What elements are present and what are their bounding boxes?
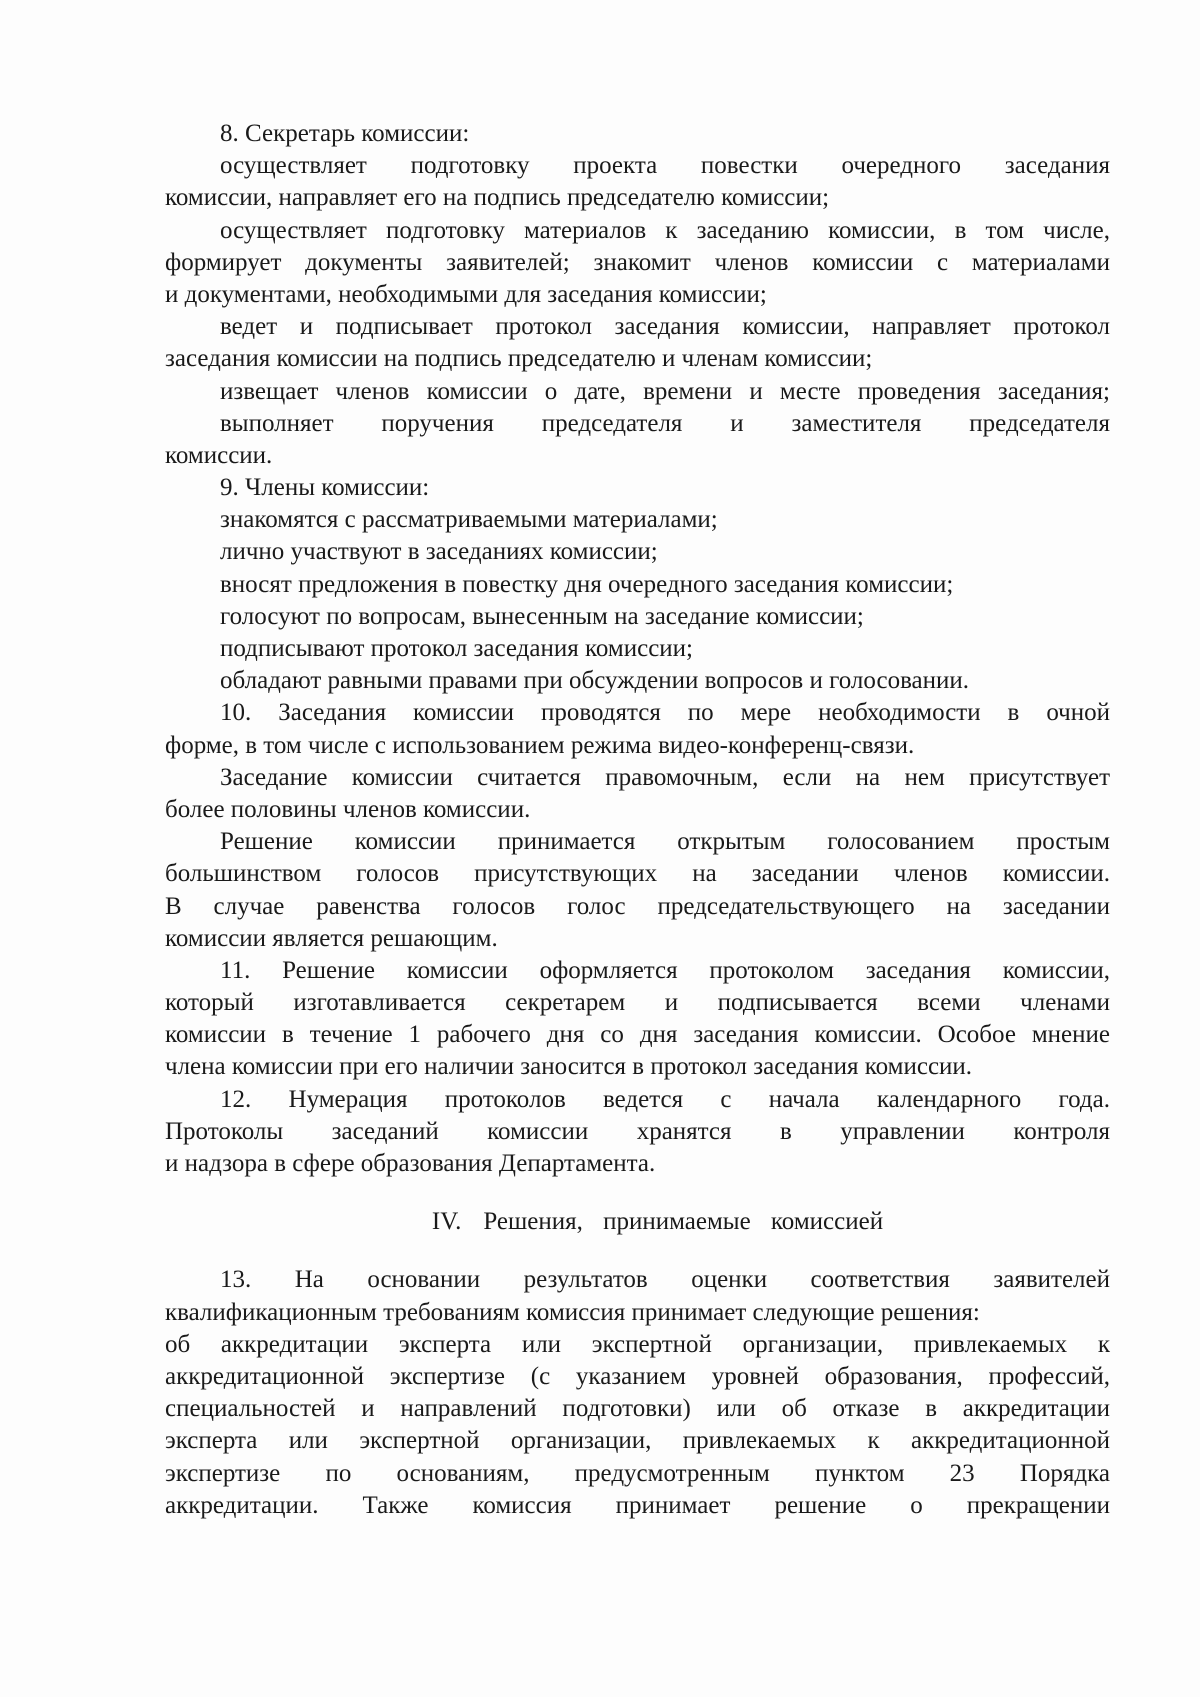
paragraph-line: голосуют по вопросам, вынесенным на заседание комиссии; [220,602,864,630]
paragraph-line: лично участвуют в заседаниях комиссии; [220,538,658,566]
paragraph-line: 12. Нумерация протоколов ведется с начала календарного года. [220,1085,1110,1113]
paragraph-line: об аккредитации эксперта или экспертной организации, привлекаемых к [165,1330,1110,1358]
paragraph-line: комиссии является решающим. [165,924,498,952]
section-title: Решения, принимаемые комиссией [483,1208,884,1236]
paragraph-line: эксперта или экспертной организации, привлекаемых к аккредитационной [165,1427,1110,1455]
paragraph-line: форме, в том числе с использованием режима видео-конференц-связи. [165,731,915,759]
paragraph-line: формирует документы заявителей; знакомит членов комиссии с материалами [165,248,1110,276]
paragraph-line: вносят предложения в повестку дня очередного заседания комиссии; [220,570,954,598]
section-numeral: IV. [431,1208,462,1236]
paragraph-line: выполняет поручения председателя и заместителя председателя [220,409,1110,437]
paragraph-line: знакомятся с рассматриваемыми материалами; [220,506,718,534]
paragraph-line: более половины членов комиссии. [165,795,531,823]
paragraph-line: большинством голосов присутствующих на заседании членов комиссии. [165,860,1110,888]
document-body [165,118,1110,1522]
paragraph-line: заседания комиссии на подпись председателю и членам комиссии; [165,345,873,373]
paragraph-line: извещает членов комиссии о дате, времени и месте проведения заседания; [220,377,1110,405]
spacer [165,1180,1110,1206]
paragraph-line: 13. На основании результатов оценки соответствия заявителей [220,1266,1110,1294]
paragraph-line: который изготавливается секретарем и подписывается всеми членами [165,989,1110,1017]
paragraph-line: 11. Решение комиссии оформляется протоколом заседания комиссии, [220,956,1110,984]
paragraph-line: 9. Члены комиссии: [220,474,430,502]
paragraph-line: Решение комиссии принимается открытым голосованием простым [220,828,1110,856]
paragraph-line: 8. Секретарь комиссии: [220,120,470,147]
paragraph-line: аккредитационной экспертизе (с указанием уровней образования, профессий, [165,1362,1110,1390]
paragraph-line: 10. Заседания комиссии проводятся по мере необходимости в очной [220,699,1110,727]
paragraph-line: осуществляет подготовку материалов к заседанию комиссии, в том числе, [220,216,1110,244]
paragraph-line: Заседание комиссии считается правомочным, если на нем присутствует [220,763,1110,791]
paragraph-line: ведет и подписывает протокол заседания комиссии, направляет протокол [220,313,1110,341]
paragraph-line: квалификационным требованиям комиссия принимает следующие решения: [165,1298,980,1326]
spacer [165,1238,1110,1264]
paragraph-line: Протоколы заседаний комиссии хранятся в управлении контроля [165,1117,1110,1145]
paragraph-line: аккредитации. Также комиссия принимает решение о прекращении [165,1491,1110,1519]
paragraph-line: комиссии, направляет его на подпись председателю комиссии; [165,184,830,212]
paragraph-line: комиссии в течение 1 рабочего дня со дня заседания комиссии. Особое мнение [165,1021,1110,1049]
paragraph-line: экспертизе по основаниям, предусмотренным пунктом 23 Порядка [165,1459,1110,1487]
paragraph-line: обладают равными правами при обсуждении вопросов и голосовании. [220,667,970,695]
paragraph-line: специальностей и направлений подготовки) или об отказе в аккредитации [165,1395,1110,1423]
paragraph-line: В случае равенства голосов голос председательствующего на заседании [165,892,1110,920]
paragraph-line: и документами, необходимыми для заседания комиссии; [165,280,767,308]
paragraph-line: осуществляет подготовку проекта повестки очередного заседания [220,152,1110,180]
paragraph-line: члена комиссии при его наличии заносится в протокол заседания комиссии. [165,1053,973,1081]
section-heading [165,1206,1110,1238]
paragraph-line: подписывают протокол заседания комиссии; [220,635,693,662]
paragraph-line: и надзора в сфере образования Департамента. [165,1150,656,1177]
paragraph-line: комиссии. [165,441,273,469]
